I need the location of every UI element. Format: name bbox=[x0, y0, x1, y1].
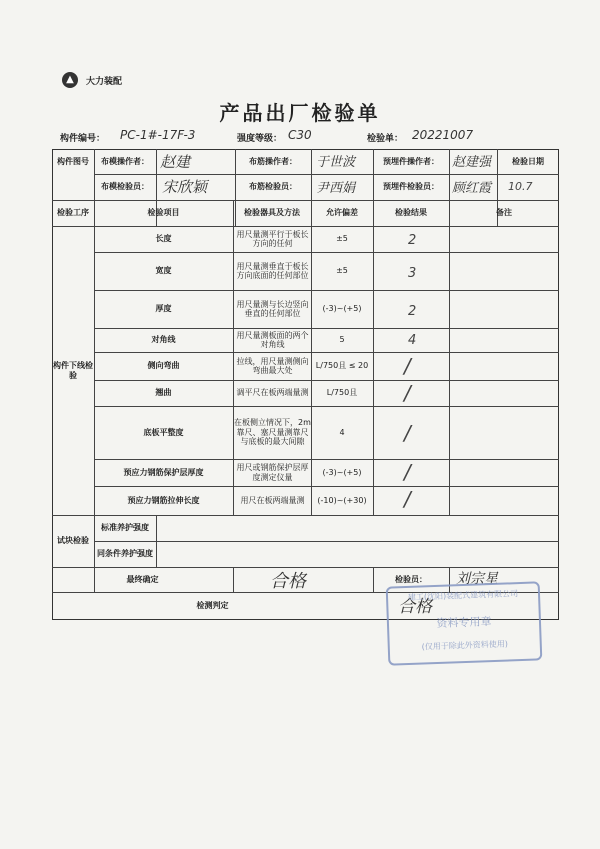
item-result: / bbox=[404, 354, 411, 378]
embed-operator-signature: 赵建强 bbox=[452, 155, 492, 170]
company-logo bbox=[62, 72, 122, 88]
item-method: 用尺量测与长边竖向垂直的任何部位 bbox=[236, 299, 309, 318]
item-result: 2 bbox=[408, 304, 417, 319]
final-label: 最终确定 bbox=[126, 574, 159, 584]
col-item: 检验项目 bbox=[147, 208, 180, 218]
item-result: / bbox=[404, 487, 411, 511]
strength-value: C30 bbox=[288, 128, 312, 142]
group-label: 构件下线检验 bbox=[53, 361, 93, 380]
triangle-logo-icon: ▲ bbox=[62, 72, 78, 88]
item-name: 侧向弯曲 bbox=[147, 361, 180, 371]
item-tolerance: ±5 bbox=[336, 234, 348, 244]
item-method: 用尺量测垂直于板长方向底面的任何部位 bbox=[236, 261, 309, 280]
stamp-title: 资料专用章 bbox=[436, 615, 492, 630]
stamp-usage-note: (仅用于除此外资料使用) bbox=[421, 639, 509, 652]
trial-label: 试块检验 bbox=[57, 536, 89, 546]
item-tolerance: 4 bbox=[339, 427, 345, 437]
item-name: 对角线 bbox=[151, 335, 176, 345]
company-name: 大力装配 bbox=[86, 76, 123, 87]
item-method: 用尺量测平行于板长方向的任何 bbox=[236, 229, 309, 248]
document-title: 产品出厂检验单 bbox=[219, 101, 381, 125]
item-name: 厚度 bbox=[155, 304, 172, 314]
item-method: 在板侧立情况下，2m靠尺、塞尺量测靠尺与底板的最大间隙 bbox=[234, 418, 311, 447]
embed-inspector-signature: 顾红霞 bbox=[452, 181, 492, 196]
inspection-date-value: 10.7 bbox=[508, 180, 533, 193]
item-result: 2 bbox=[408, 233, 417, 248]
item-name: 翘曲 bbox=[155, 388, 172, 398]
component-no-value: PC-1#-17F-3 bbox=[120, 128, 196, 142]
item-name: 宽度 bbox=[155, 266, 172, 276]
rebar-inspector-label: 布筋检验员： bbox=[249, 182, 297, 192]
company-seal-stamp bbox=[386, 581, 543, 665]
item-method: 用尺量测板面的两个对角线 bbox=[236, 330, 309, 349]
item-result: / bbox=[404, 421, 411, 445]
formwork-operator-signature: 赵建 bbox=[160, 153, 191, 171]
item-result: / bbox=[404, 460, 411, 484]
stamp-company-name: 建工(沈阳)装配式建筑有限公司 bbox=[407, 589, 519, 602]
inspector-signature: 刘宗星 bbox=[456, 571, 498, 587]
rebar-operator-label: 布筋操作者： bbox=[249, 156, 297, 166]
embed-operator-label: 预埋件操作者： bbox=[383, 156, 439, 166]
formwork-inspector-signature: 宋欣颖 bbox=[162, 178, 208, 196]
col-tolerance: 允许偏差 bbox=[326, 208, 358, 218]
item-result: / bbox=[404, 381, 411, 405]
formwork-operator-label: 布模操作者： bbox=[101, 156, 149, 166]
final-value: 合格 bbox=[270, 571, 306, 592]
item-method: 用尺或钢筋保护层厚度测定仪量 bbox=[236, 463, 309, 482]
item-result: 3 bbox=[408, 266, 417, 281]
item-method: 调平尺在板两端量测 bbox=[236, 388, 309, 398]
inspector-label: 检验员： bbox=[395, 574, 427, 584]
component-no-label: 构件编号： bbox=[60, 134, 106, 144]
col-remark: 备注 bbox=[496, 208, 512, 218]
item-method: 拉线，用尺量测侧向弯曲最大处 bbox=[236, 356, 309, 375]
inspection-no-value: 20221007 bbox=[412, 128, 474, 142]
item-tolerance: 5 bbox=[339, 335, 345, 345]
item-tolerance: (-10)~(+30) bbox=[317, 495, 367, 505]
item-method: 用尺在板两端量测 bbox=[240, 495, 305, 505]
item-tolerance: L/750且 ≤ 20 bbox=[315, 361, 369, 371]
rebar-inspector-signature: 尹西娟 bbox=[316, 181, 356, 196]
item-name: 预应力钢筋拉伸长度 bbox=[127, 495, 200, 505]
same-condition-curing-strength-label: 同条件养护强度 bbox=[97, 549, 153, 559]
standard-curing-strength-label: 标准养护强度 bbox=[101, 523, 149, 533]
judgement-value: 合格 bbox=[398, 597, 432, 617]
embed-inspector-label: 预埋件检验员： bbox=[383, 182, 439, 192]
item-tolerance: ±5 bbox=[336, 266, 348, 276]
item-name: 底板平整度 bbox=[143, 427, 184, 437]
col-process: 检验工序 bbox=[57, 208, 89, 218]
col-method: 检验器具及方法 bbox=[244, 208, 300, 218]
drawing-no-label: 构件图号 bbox=[57, 156, 89, 166]
item-tolerance: (-3)~(+5) bbox=[322, 467, 362, 477]
item-name: 预应力钢筋保护层厚度 bbox=[123, 467, 204, 477]
item-tolerance: (-3)~(+5) bbox=[322, 304, 362, 314]
inspection-date-label: 检验日期 bbox=[512, 156, 544, 166]
inspection-no-label: 检验单： bbox=[367, 134, 404, 144]
item-result: 4 bbox=[408, 333, 417, 348]
formwork-inspector-label: 布模检验员： bbox=[101, 182, 149, 192]
col-result: 检验结果 bbox=[395, 208, 427, 218]
item-name: 长度 bbox=[155, 234, 172, 244]
strength-label: 强度等级： bbox=[237, 134, 283, 144]
rebar-operator-signature: 于世波 bbox=[316, 155, 356, 170]
judgement-label: 检测判定 bbox=[196, 601, 229, 611]
item-tolerance: L/750且 bbox=[326, 388, 358, 398]
